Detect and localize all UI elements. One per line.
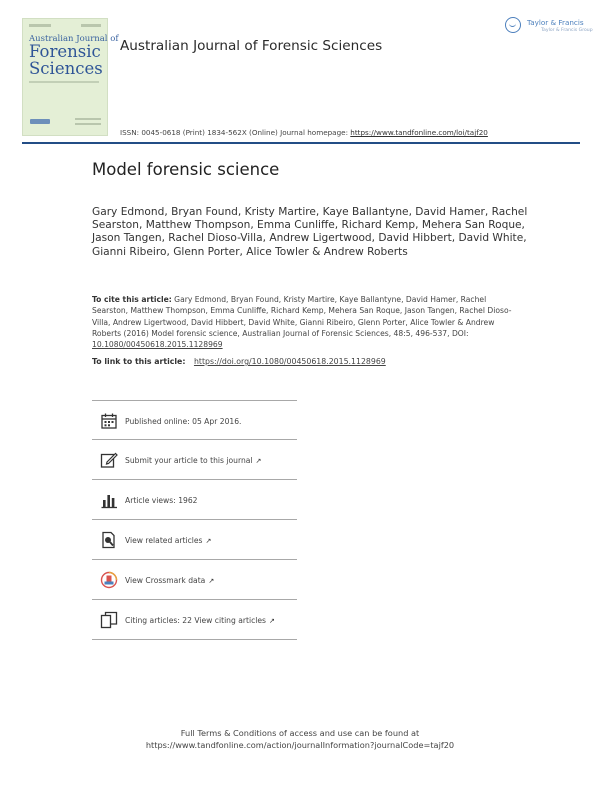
author-list: Gary Edmond, Bryan Found, Kristy Martire, Kaye Ballantyne, David Hamer, Rachel Searston, Matthew Thompson, Emma Cunliffe, Richard Kemp, Mehera San Roque, Jason Tangen, Rachel Dioso-Villa, Andrew Ligertwood, David Hibbert, David White, Gianni Ribeiro, Glenn Porter, Alice Towler & Andrew Roberts bbox=[92, 206, 528, 258]
citation-text: Gary Edmond, Bryan Found, Kristy Martire, Kaye Ballantyne, David Hamer, Rachel Searston, Matthew Thompson, Emma Cunliffe, Richard Kemp, Mehera San Roque, Jason Tangen, Rachel Dioso-Villa, Andrew Ligertwood, David Hibbert, David White, Gianni Ribeiro, Glenn Porter, Alice Towler & Andrew Roberts (2016) Model forensic science, Australian Journal of Forensic Sciences, 48:5, 496-537, DOI: bbox=[92, 295, 512, 338]
article-link-label: To link to this article: bbox=[92, 357, 186, 366]
citing-articles-label: Citing articles: 22 View citing articles bbox=[125, 616, 266, 625]
external-link-icon: ↗ bbox=[205, 537, 212, 545]
citation-label: To cite this article: bbox=[92, 295, 172, 304]
cover-decoration bbox=[29, 24, 51, 27]
submit-article-label: Submit your article to this journal bbox=[125, 456, 253, 465]
citing-articles-row[interactable] bbox=[92, 600, 297, 640]
publisher-logo-icon bbox=[505, 17, 521, 33]
publisher-logo[interactable] bbox=[505, 16, 593, 38]
calendar-icon bbox=[100, 412, 118, 430]
issn-line bbox=[120, 128, 488, 137]
issn-text: ISSN: 0045-0618 (Print) 1834-562X (Online) Journal homepage: bbox=[120, 128, 348, 137]
submit-article-link[interactable] bbox=[125, 456, 261, 465]
cover-publisher-logo bbox=[30, 119, 50, 124]
footer-terms-url[interactable]: https://www.tandfonline.com/action/journalInformation?journalCode=tajf20 bbox=[145, 740, 455, 750]
bar-chart-icon bbox=[100, 491, 118, 509]
related-articles-row[interactable] bbox=[92, 520, 297, 560]
article-link-line bbox=[92, 357, 386, 366]
citing-articles-link[interactable] bbox=[125, 616, 275, 625]
journal-homepage-link[interactable]: https://www.tandfonline.com/loi/tajf20 bbox=[350, 128, 488, 137]
cover-title-line-2: Forensic bbox=[29, 42, 101, 61]
cover-decoration bbox=[29, 81, 99, 83]
search-document-icon bbox=[100, 531, 118, 549]
journal-cover-thumbnail bbox=[22, 18, 119, 136]
cover-decoration bbox=[81, 24, 101, 27]
cover-decoration bbox=[75, 118, 101, 120]
doi-link[interactable]: 10.1080/00450618.2015.1128969 bbox=[92, 340, 223, 350]
article-doi-url[interactable]: https://doi.org/10.1080/00450618.2015.1128969 bbox=[193, 357, 386, 366]
footer-terms-text: Full Terms & Conditions of access and use can be found at bbox=[180, 728, 420, 738]
external-link-icon: ↗ bbox=[269, 617, 275, 625]
crossmark-icon bbox=[100, 571, 118, 589]
cover-title-line-3: Sciences bbox=[29, 59, 103, 78]
publisher-name: Taylor & Francis bbox=[527, 18, 584, 27]
cover-decoration bbox=[75, 123, 101, 125]
header-divider bbox=[22, 142, 580, 144]
edit-icon bbox=[100, 451, 118, 469]
submit-article-row[interactable] bbox=[92, 440, 297, 480]
related-articles-link[interactable] bbox=[125, 536, 211, 545]
related-articles-label: View related articles bbox=[125, 536, 203, 545]
publisher-tagline: Taylor & Francis Group bbox=[541, 28, 593, 33]
article-views-row bbox=[92, 480, 297, 520]
cover-title-line-1: Australian Journal of bbox=[29, 34, 119, 44]
crossmark-link[interactable] bbox=[125, 576, 214, 585]
journal-title: Australian Journal of Forensic Sciences bbox=[120, 38, 383, 54]
crossmark-label: View Crossmark data bbox=[125, 576, 206, 585]
crossmark-row[interactable] bbox=[92, 560, 297, 600]
published-online-label: Published online: 05 Apr 2016. bbox=[125, 417, 242, 426]
external-link-icon: ↗ bbox=[255, 457, 262, 465]
footer bbox=[0, 727, 600, 751]
external-link-icon: ↗ bbox=[208, 577, 215, 585]
article-views-label: Article views: 1962 bbox=[125, 496, 198, 505]
published-online-row bbox=[92, 400, 297, 440]
article-title: Model forensic science bbox=[92, 160, 280, 179]
copy-documents-icon bbox=[100, 611, 118, 629]
citation-block bbox=[92, 294, 522, 350]
